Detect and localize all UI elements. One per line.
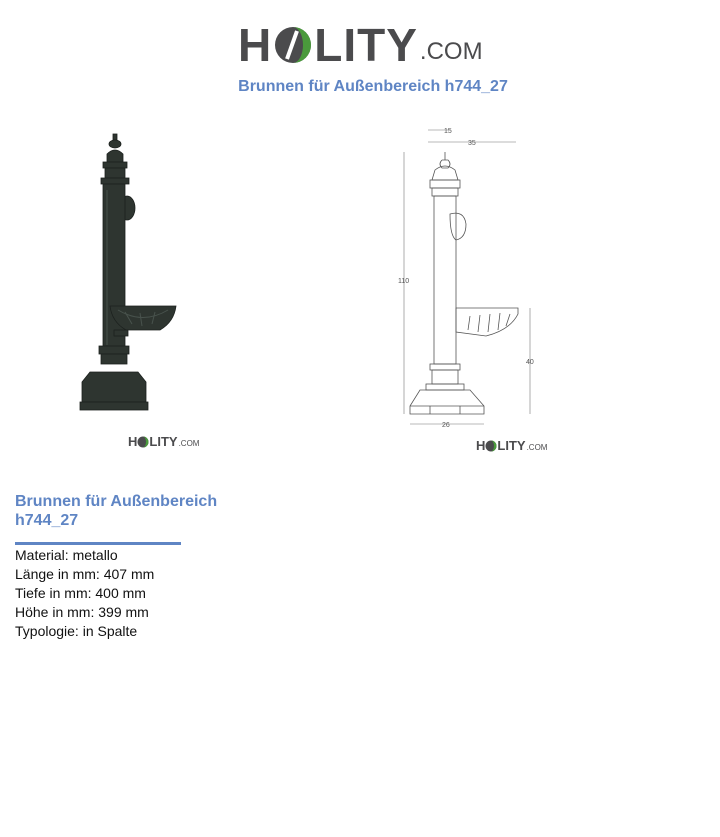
logo-letter-h: H xyxy=(238,19,273,71)
dim-width-outer: 35 xyxy=(468,140,476,147)
drawing-watermark-logo xyxy=(476,439,547,452)
spec-height: Höhe in mm: 399 mm xyxy=(15,604,149,620)
watermark-letter-h: H xyxy=(476,438,486,453)
spec-list xyxy=(15,546,154,641)
watermark-domain-suffix: .COM xyxy=(526,443,548,452)
logo-domain-suffix: .COM xyxy=(419,38,483,65)
section-divider xyxy=(15,542,181,545)
watermark-domain-suffix: .COM xyxy=(178,439,200,448)
watermark-letters-lity: LITY xyxy=(149,434,178,449)
page-title: Brunnen für Außenbereich h744_27 xyxy=(238,78,508,95)
technical-drawing xyxy=(390,118,550,434)
spec-typology: Typologie: in Spalte xyxy=(15,623,138,639)
logo-o-icon xyxy=(273,25,313,65)
spec-length: Länge in mm: 407 mm xyxy=(15,566,155,582)
dim-height-basin: 40 xyxy=(526,359,534,366)
product-photo xyxy=(70,120,210,420)
spec-material: Material: metallo xyxy=(15,547,118,563)
photo-watermark-logo xyxy=(128,435,199,448)
dim-base: 26 xyxy=(442,422,450,429)
watermark-o-icon xyxy=(137,436,149,448)
watermark-o-icon xyxy=(485,440,497,452)
watermark-letters-lity: LITY xyxy=(497,438,526,453)
dim-height-total: 110 xyxy=(398,278,410,285)
dim-width-top: 15 xyxy=(444,128,452,135)
spec-depth: Tiefe in mm: 400 mm xyxy=(15,585,146,601)
holity-logo[interactable] xyxy=(238,10,488,71)
product-name: Brunnen für Außenbereich h744_27 xyxy=(15,493,218,529)
logo-letters-lity: LITY xyxy=(314,19,418,71)
watermark-letter-h: H xyxy=(128,434,138,449)
